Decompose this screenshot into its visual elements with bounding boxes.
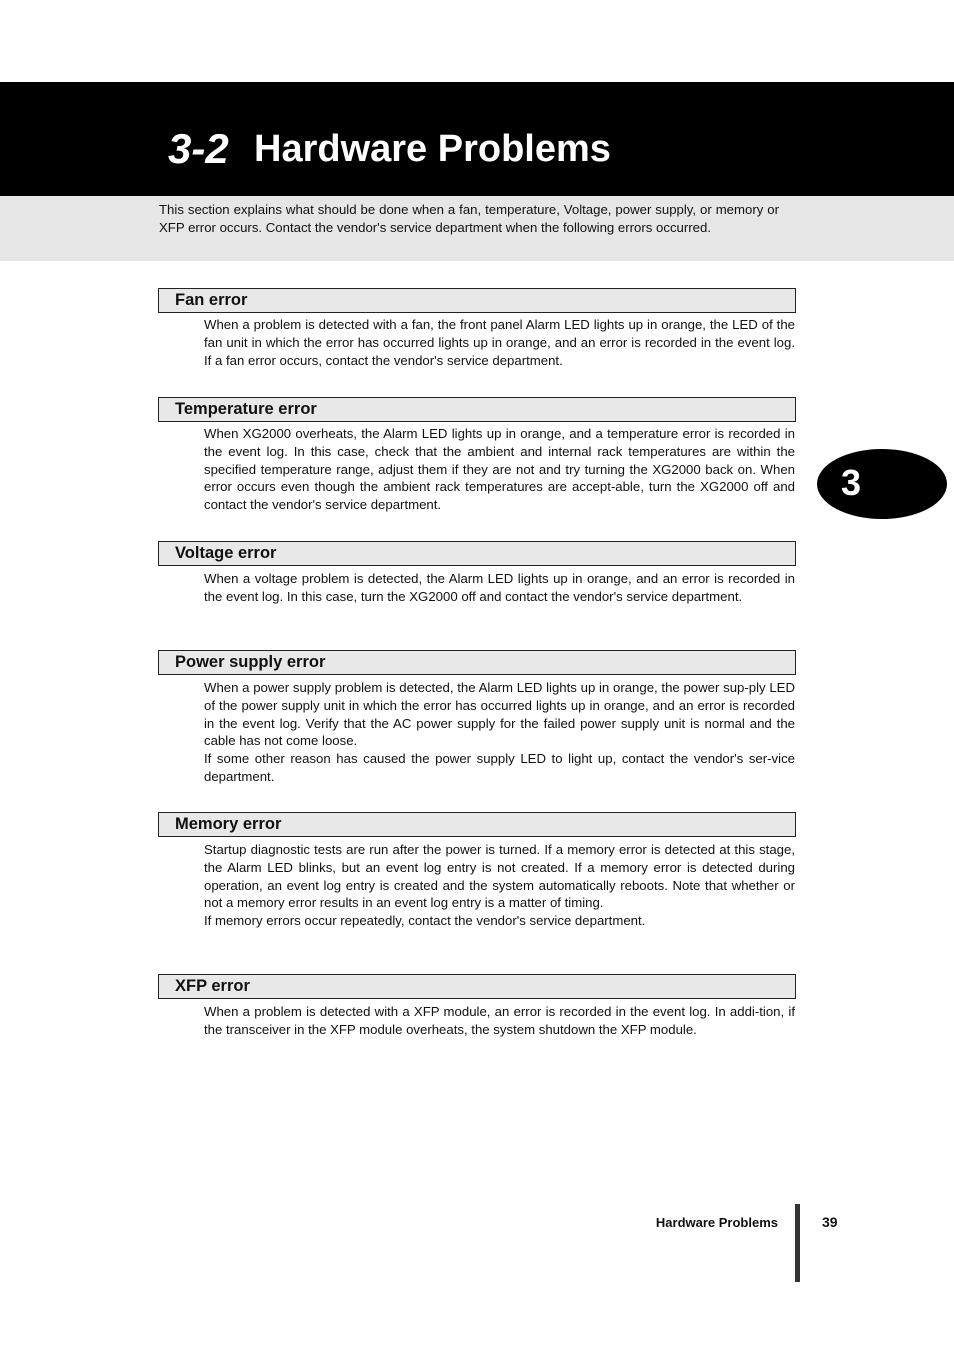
- section-body-memory: [204, 841, 795, 930]
- section-heading-temperature: [158, 397, 796, 422]
- chapter-tab: [817, 449, 947, 519]
- section-heading-voltage: [158, 541, 796, 566]
- section-heading-power-supply: [158, 650, 796, 675]
- section-heading-label: Temperature error: [175, 400, 317, 418]
- page-number: 39: [822, 1214, 838, 1230]
- section-body-voltage: [204, 570, 795, 606]
- paragraph: If memory errors occur repeatedly, contact the vendor's service department.: [204, 913, 646, 929]
- section-body-xfp: [204, 1003, 795, 1039]
- section-heading-label: Fan error: [175, 291, 248, 309]
- section-heading-label: XFP error: [175, 977, 250, 995]
- page-title: Hardware Problems: [254, 128, 611, 170]
- chapter-tab-number: 3: [841, 462, 862, 503]
- paragraph: If some other reason has caused the power supply LED to light up, contact the vendor's ser-vice department.: [204, 751, 795, 784]
- paragraph: When a problem is detected with a XFP module, an error is recorded in the event log. In addi-tion, if the transceiver in the XFP module overheats, the system shutdown the XFP module.: [204, 1004, 795, 1037]
- section-heading-xfp: [158, 974, 796, 999]
- section-number: 3-2: [168, 125, 229, 172]
- section-heading-label: Power supply error: [175, 653, 326, 671]
- section-body-power-supply: [204, 679, 795, 786]
- section-body-fan: [204, 316, 795, 369]
- section-heading-fan: [158, 288, 796, 313]
- section-heading-memory: [158, 812, 796, 837]
- section-heading-label: Memory error: [175, 815, 282, 833]
- paragraph: Startup diagnostic tests are run after the power is turned. If a memory error is detected at this stage, the Alarm LED blinks, but an event log entry is not created. If a memory error is detected during operation, an event log entry is created and the system automatically reboots. Note that whether or not a memory error results in an event log entry is a matter of timing.: [204, 842, 795, 911]
- paragraph: When a voltage problem is detected, the Alarm LED lights up in orange, and an error is recorded in the event log. In this case, turn the XG2000 off and contact the vendor's service department.: [204, 571, 795, 604]
- footer-divider: [795, 1204, 800, 1282]
- footer-section-label: Hardware Problems: [655, 1215, 778, 1230]
- section-body-temperature: [204, 425, 795, 514]
- section-heading-label: Voltage error: [175, 544, 277, 562]
- paragraph: When XG2000 overheats, the Alarm LED lights up in orange, and a temperature error is recorded in the event log. In this case, check that the ambient and internal rack temperatures are within the specified temperature range, adjust them if they are not and try turning the XG2000 back on. When error occurs even though the ambient rack temperatures are accept-able, turn the XG2000 off and contact the vendor's service department.: [204, 426, 795, 513]
- intro-text: This section explains what should be done when a fan, temperature, Voltage, power supply, or memory or XFP error occurs. Contact the vendor's service department when the following errors occurred.: [159, 202, 779, 235]
- paragraph: When a problem is detected with a fan, the front panel Alarm LED lights up in orange, the LED of the fan unit in which the error has occurred lights up in orange, and an error is recorded in the event log. If a fan error occurs, contact the vendor's service department.: [204, 317, 795, 368]
- paragraph: When a power supply problem is detected, the Alarm LED lights up in orange, the power sup-ply LED of the power supply unit in which the error has occurred lights up in orange, and an error is recorded in the event log. Verify that the AC power supply for the failed power supply unit is normal and the cable has not come loose.: [204, 680, 795, 749]
